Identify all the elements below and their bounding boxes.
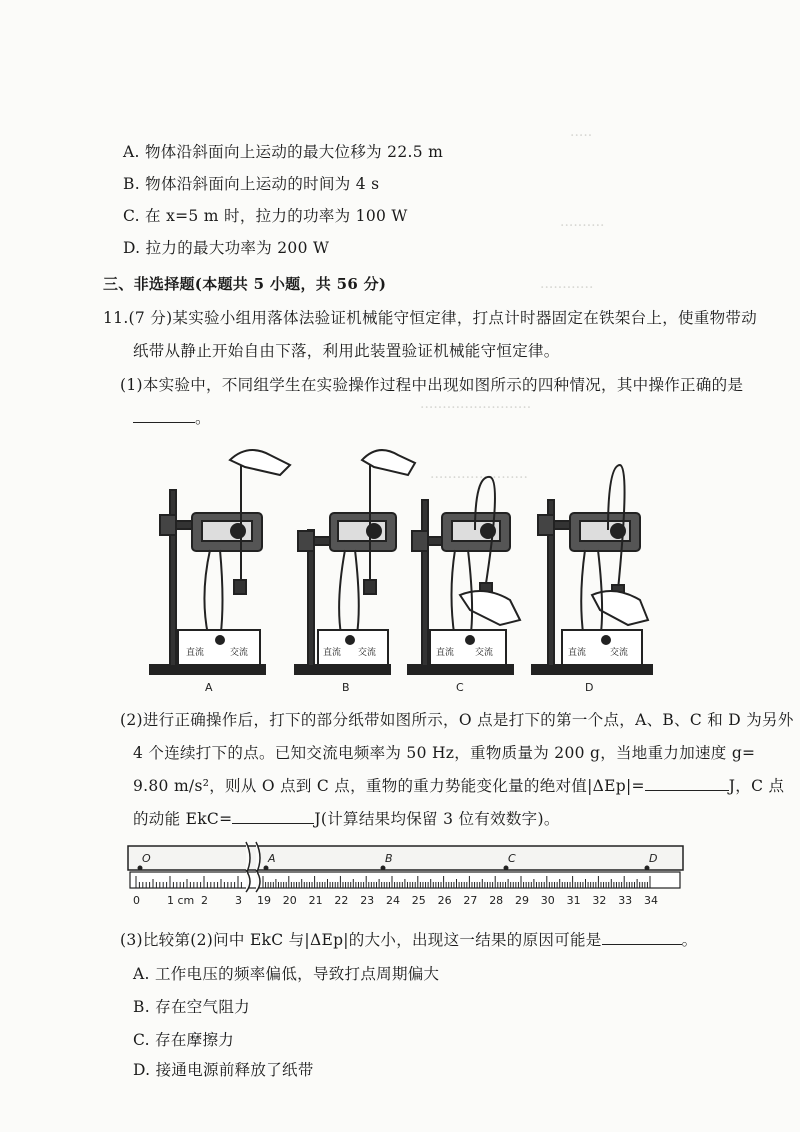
ruler-label: 19 (257, 894, 271, 907)
tape-point-c: C (508, 852, 516, 865)
q11-part3-option-a: A. 工作电压的频率偏低，导致打点周期偏大 (133, 965, 440, 983)
q11-part2-line4: 的动能 EkC= J(计算结果均保留 3 位有效数字)。 (133, 810, 560, 828)
ruler-label: 31 (566, 894, 581, 907)
option-b: B. 物体沿斜面向上运动的时间为 4 s (123, 175, 380, 193)
tape-ruler-figure (128, 840, 688, 912)
ruler-label: 25 (411, 894, 426, 907)
ruler-label: 0 (133, 894, 140, 907)
ruler-label: 3 (235, 894, 242, 907)
answer-blank-4[interactable] (602, 930, 682, 945)
ruler-label: 24 (386, 894, 400, 907)
q11-part3-line: (3)比较第(2)问中 EkC 与|ΔEp|的大小，出现这一结果的原因可能是 。 (120, 931, 698, 949)
setup-c (408, 477, 520, 674)
svg-text:直流: 直流 (568, 648, 587, 658)
option-d: D. 拉力的最大功率为 200 W (123, 239, 330, 257)
svg-text:交流: 交流 (358, 648, 377, 658)
ruler-label: 2 (201, 894, 208, 907)
fig-label-d: D (585, 681, 594, 694)
tape-point-d: D (649, 852, 658, 865)
fig-label-a: A (205, 681, 213, 694)
svg-text:交流: 交流 (610, 648, 629, 658)
svg-text:直流: 直流 (186, 648, 205, 658)
ruler-label: 30 (540, 894, 555, 907)
option-a: A. 物体沿斜面向上运动的最大位移为 22.5 m (123, 143, 444, 161)
q11-part3-option-b: B. 存在空气阻力 (133, 998, 250, 1016)
svg-text:交流: 交流 (475, 648, 494, 658)
ruler-label: 1 cm (167, 894, 195, 907)
ruler-label: 23 (360, 894, 375, 907)
q11-part3-option-c: C. 存在摩擦力 (133, 1031, 235, 1049)
q11-part2-line2: 4 个连续打下的点。已知交流电频率为 50 Hz，重物质量为 200 g，当地重力加速度 g= (133, 744, 756, 762)
ruler-label: 32 (592, 894, 607, 907)
ruler-label: 33 (618, 894, 633, 907)
setup-b (295, 450, 415, 674)
q11-part2-line1: (2)进行正确操作后，打下的部分纸带如图所示，O 点是打下的第一个点，A、B、C 和 D 为另外 (120, 711, 794, 729)
q11-part3-option-d: D. 接通电源前释放了纸带 (133, 1061, 314, 1079)
ruler-label: 29 (515, 894, 529, 907)
option-c: C. 在 x=5 m 时，拉力的功率为 100 W (123, 207, 408, 225)
ruler-label: 27 (463, 894, 478, 907)
svg-text:直流: 直流 (436, 648, 455, 658)
tape-point-a: A (268, 852, 276, 865)
q11-part1-line1: (1)本实验中，不同组学生在实验操作过程中出现如图所示的四种情况，其中操作正确的是 (120, 376, 744, 394)
ruler-label: 22 (334, 894, 349, 907)
q11-part2-line3: 9.80 m/s²，则从 O 点到 C 点，重物的重力势能变化量的绝对值|ΔEp|= J，C 点 (133, 777, 785, 795)
q11-intro-line1: 11.(7 分)某实验小组用落体法验证机械能守恒定律，打点计时器固定在铁架台上，使重物带动 (103, 309, 758, 327)
tape-point-b: B (385, 852, 393, 865)
answer-blank-2[interactable] (645, 776, 729, 791)
answer-blank-3[interactable] (232, 809, 314, 824)
svg-text:直流: 直流 (323, 648, 342, 658)
q11-intro-line2: 纸带从静止开始自由下落，利用此装置验证机械能守恒定律。 (133, 342, 560, 360)
ruler-label: 28 (489, 894, 504, 907)
tape-point-o: O (142, 852, 151, 865)
q11-part1-line2: 。 (133, 406, 211, 428)
apparatus-figure (130, 435, 670, 700)
ruler-label: 21 (308, 894, 323, 907)
ruler-label: 34 (644, 894, 658, 907)
fig-label-c: C (456, 681, 464, 694)
answer-blank-1[interactable] (133, 408, 195, 423)
ruler-label: 26 (437, 894, 452, 907)
section-title: 三、非选择题(本题共 5 小题，共 56 分) (103, 275, 387, 293)
ruler-label: 20 (282, 894, 297, 907)
setup-d (532, 465, 652, 674)
fig-label-b: B (342, 681, 350, 694)
setup-a (150, 450, 290, 674)
svg-text:交流: 交流 (230, 648, 249, 658)
